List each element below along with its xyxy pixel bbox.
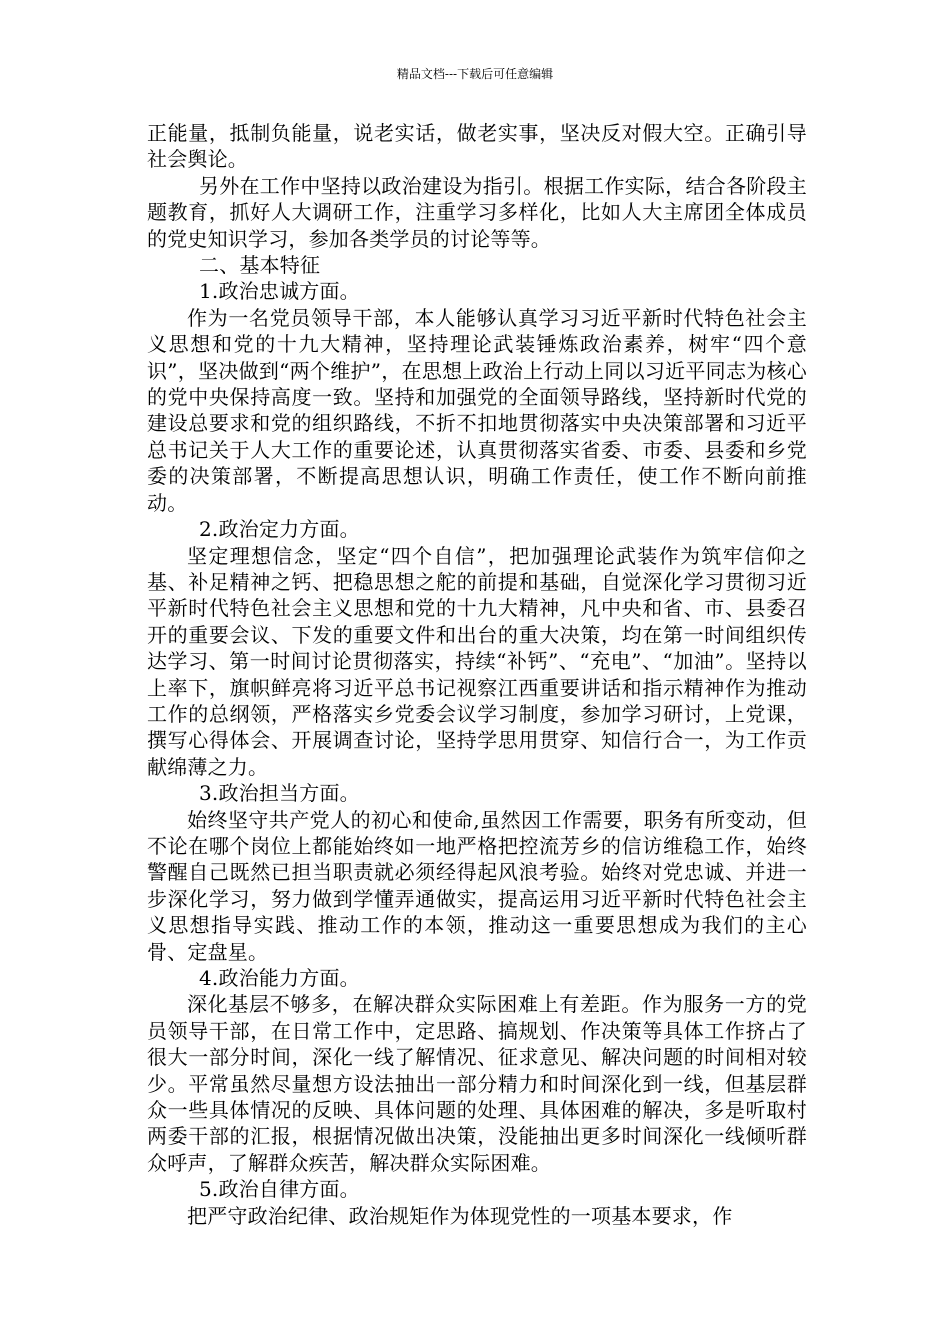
paragraph: 始终坚守共产党人的初心和使命,虽然因工作需要，职务有所变动，但不论在哪个岗位上都能始终如一地严格把控流芳乡的信访维稳工作，始终警醒自己既然已担当职责就必须经得起风浪考验。始终对党忠诚、并进一步深化学习，努力做到学懂弄通做实，提高运用习近平新时代特色社会主义思想指导实践、推动工作的本领，推动这一重要思想成为我们的主心骨、定盘星。 <box>147 807 807 964</box>
subsection-heading: 2.政治定力方面。 <box>199 517 360 542</box>
paragraph: 正能量，抵制负能量，说老实话，做老实事，坚决反对假大空。正确引导社会舆论。 <box>147 121 807 172</box>
section-heading: 二、基本特征 <box>199 253 321 278</box>
paragraph: 深化基层不够多，在解决群众实际困难上有差距。作为服务一方的党员领导干部，在日常工作中，定思路、搞规划、作决策等具体工作挤占了很大一部分时间，深化一线了解情况、征求意见、解决问题的时间相对较少。平常虽然尽量想方设法抽出一部分精力和时间深化到一线，但基层群众一些具体情况的反映、具体问题的处理、具体困难的解决，多是听取村两委干部的汇报，根据情况做出决策，没能抽出更多时间深化一线倾听群众呼声，了解群众疾苦，解决群众实际困难。 <box>147 992 807 1175</box>
subsection-heading: 3.政治担当方面。 <box>199 781 360 806</box>
paragraph: 把严守政治纪律、政治规矩作为体现党性的一项基本要求，作 <box>187 1203 733 1228</box>
subsection-heading: 1.政治忠诚方面。 <box>199 279 360 304</box>
paragraph: 坚定理想信念，坚定“四个自信”，把加强理论武装作为筑牢信仰之基、补足精神之钙、把稳思想之舵的前提和基础，自觉深化学习贯彻习近平新时代特色社会主义思想和党的十九大精神，凡中央和省、市、县委召开的重要会议、下发的重要文件和出台的重大决策，均在第一时间组织传达学习、第一时间讨论贯彻落实，持续“补钙”、“充电”、“加油”。坚持以上率下，旗帜鲜亮将习近平总书记视察江西重要讲话和指示精神作为推动工作的总纲领，严格落实乡党委会议学习制度，参加学习研讨，上党课，撰写心得体会、开展调查讨论，坚持学思用贯穿、知信行合一，为工作贡献绵薄之力。 <box>147 543 807 779</box>
subsection-heading: 4.政治能力方面。 <box>199 966 360 990</box>
subsection-heading: 5.政治自律方面。 <box>199 1177 360 1202</box>
paragraph: 作为一名党员领导干部，本人能够认真学习习近平新时代特色社会主义思想和党的十九大精神，坚持理论武装锤炼政治素养，树牢“四个意识”，坚决做到“两个维护”，在思想上政治上行动上同以习近平同志为核心的党中央保持高度一致。坚持和加强党的全面领导路线，坚持新时代党的建设总要求和党的组织路线，不折不扣地贯彻落实中央决策部署和习近平总书记关于人大工作的重要论述，认真贯彻落实省委、市委、县委和乡党委的决策部署，不断提高思想认识，明确工作责任，使工作不断向前推动。 <box>147 305 807 515</box>
page-header: 精品文档---下载后可任意编辑 <box>396 67 554 81</box>
document-body <box>147 120 807 1229</box>
paragraph: 另外在工作中坚持以政治建设为指引。根据工作实际，结合各阶段主题教育，抓好人大调研工作，注重学习多样化，比如人大主席团全体成员的党史知识学习，参加各类学员的讨论等等。 <box>147 173 807 251</box>
